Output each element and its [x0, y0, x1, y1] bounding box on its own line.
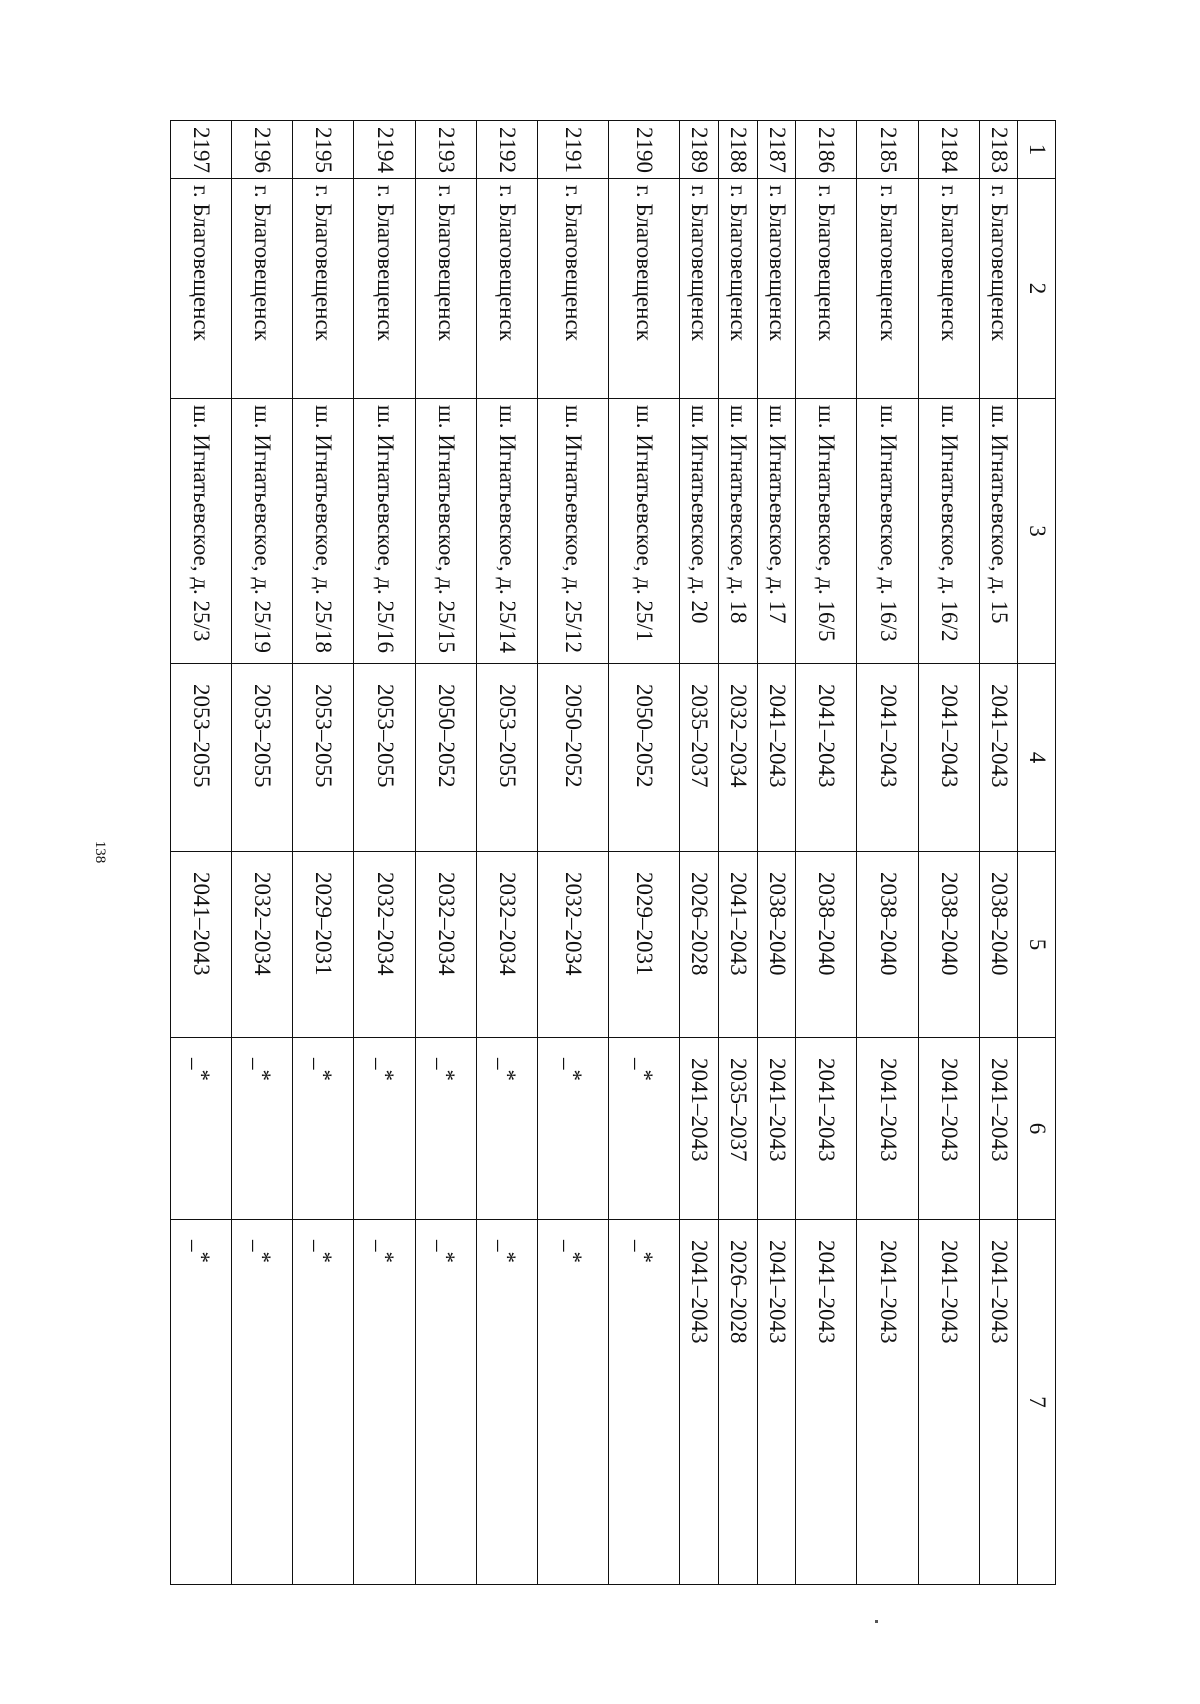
table-cell-col-4: 2053–2055 — [354, 664, 415, 852]
table-cell-col-6: 2041–2043 — [796, 1038, 857, 1220]
table-row — [757, 121, 796, 1585]
table-row — [293, 121, 354, 1585]
schedule-table-container — [170, 120, 1056, 1584]
table-row — [171, 121, 232, 1585]
table-cell-col-4: 2053–2055 — [293, 664, 354, 852]
table-cell-col-5: 2032–2034 — [232, 852, 293, 1038]
table-cell-col-1: 2195 — [293, 121, 354, 179]
table-cell-col-2: г. Благовещенск — [354, 179, 415, 399]
table-cell-col-5: 2029–2031 — [609, 852, 680, 1038]
page-number: 138 — [92, 840, 108, 864]
header-cell: 4 — [1018, 664, 1056, 852]
table-cell-col-5: 2032–2034 — [354, 852, 415, 1038]
table-cell-col-3: ш. Игнатьевское, д. 25/3 — [171, 399, 232, 664]
table-cell-col-7: _* — [476, 1220, 537, 1585]
schedule-table — [170, 120, 1056, 1585]
table-cell-col-2: г. Благовещенск — [171, 179, 232, 399]
table-cell-col-6: 2041–2043 — [918, 1038, 979, 1220]
table-cell-col-1: 2197 — [171, 121, 232, 179]
table-cell-col-2: г. Благовещенск — [796, 179, 857, 399]
table-row — [415, 121, 476, 1585]
table-cell-col-1: 2187 — [757, 121, 796, 179]
table-cell-col-2: г. Благовещенск — [232, 179, 293, 399]
table-cell-col-6: 2041–2043 — [979, 1038, 1018, 1220]
table-row — [680, 121, 719, 1585]
table-cell-col-1: 2196 — [232, 121, 293, 179]
table-cell-col-6: _* — [476, 1038, 537, 1220]
table-cell-col-4: 2050–2052 — [537, 664, 608, 852]
table-cell-col-1: 2186 — [796, 121, 857, 179]
table-cell-col-7: _* — [171, 1220, 232, 1585]
table-cell-col-3: ш. Игнатьевское, д. 16/3 — [857, 399, 918, 664]
table-cell-col-7: _* — [293, 1220, 354, 1585]
table-cell-col-2: г. Благовещенск — [609, 179, 680, 399]
table-cell-col-6: _* — [171, 1038, 232, 1220]
table-cell-col-5: 2029–2031 — [293, 852, 354, 1038]
table-row — [718, 121, 757, 1585]
header-cell: 5 — [1018, 852, 1056, 1038]
table-cell-col-7: _* — [609, 1220, 680, 1585]
table-cell-col-5: 2041–2043 — [718, 852, 757, 1038]
table-cell-col-3: ш. Игнатьевское, д. 25/12 — [537, 399, 608, 664]
table-cell-col-6: 2041–2043 — [680, 1038, 719, 1220]
table-row — [354, 121, 415, 1585]
table-cell-col-3: ш. Игнатьевское, д. 18 — [718, 399, 757, 664]
header-cell: 3 — [1018, 399, 1056, 664]
table-cell-col-3: ш. Игнатьевское, д. 25/14 — [476, 399, 537, 664]
table-cell-col-5: 2041–2043 — [171, 852, 232, 1038]
table-cell-col-2: г. Благовещенск — [757, 179, 796, 399]
table-row — [796, 121, 857, 1585]
table-cell-col-5: 2032–2034 — [415, 852, 476, 1038]
table-cell-col-2: г. Благовещенск — [415, 179, 476, 399]
table-cell-col-3: ш. Игнатьевское, д. 25/1 — [609, 399, 680, 664]
table-row — [537, 121, 608, 1585]
table-cell-col-5: 2038–2040 — [857, 852, 918, 1038]
table-row — [918, 121, 979, 1585]
table-cell-col-4: 2050–2052 — [415, 664, 476, 852]
table-cell-col-4: 2035–2037 — [680, 664, 719, 852]
table-cell-col-6: _* — [415, 1038, 476, 1220]
table-cell-col-5: 2032–2034 — [476, 852, 537, 1038]
table-cell-col-7: _* — [537, 1220, 608, 1585]
table-header-row — [1018, 121, 1056, 1585]
table-cell-col-6: 2035–2037 — [718, 1038, 757, 1220]
header-cell: 7 — [1018, 1220, 1056, 1585]
table-cell-col-6: _* — [609, 1038, 680, 1220]
table-cell-col-2: г. Благовещенск — [718, 179, 757, 399]
table-cell-col-3: ш. Игнатьевское, д. 17 — [757, 399, 796, 664]
table-cell-col-7: _* — [354, 1220, 415, 1585]
table-cell-col-4: 2050–2052 — [609, 664, 680, 852]
header-cell: 2 — [1018, 179, 1056, 399]
table-cell-col-1: 2194 — [354, 121, 415, 179]
table-cell-col-4: 2053–2055 — [476, 664, 537, 852]
table-cell-col-7: _* — [232, 1220, 293, 1585]
table-cell-col-4: 2041–2043 — [796, 664, 857, 852]
table-cell-col-7: 2041–2043 — [918, 1220, 979, 1585]
table-cell-col-1: 2188 — [718, 121, 757, 179]
table-cell-col-3: ш. Игнатьевское, д. 25/18 — [293, 399, 354, 664]
table-cell-col-3: ш. Игнатьевское, д. 25/15 — [415, 399, 476, 664]
table-row — [857, 121, 918, 1585]
table-cell-col-4: 2041–2043 — [979, 664, 1018, 852]
table-cell-col-3: ш. Игнатьевское, д. 16/5 — [796, 399, 857, 664]
table-cell-col-1: 2193 — [415, 121, 476, 179]
table-cell-col-7: 2026–2028 — [718, 1220, 757, 1585]
table-cell-col-6: _* — [232, 1038, 293, 1220]
table-cell-col-3: ш. Игнатьевское, д. 15 — [979, 399, 1018, 664]
table-cell-col-5: 2038–2040 — [918, 852, 979, 1038]
table-cell-col-2: г. Благовещенск — [979, 179, 1018, 399]
scan-dot — [875, 1620, 878, 1623]
table-cell-col-7: 2041–2043 — [757, 1220, 796, 1585]
table-cell-col-5: 2038–2040 — [979, 852, 1018, 1038]
table-cell-col-1: 2189 — [680, 121, 719, 179]
table-cell-col-1: 2190 — [609, 121, 680, 179]
table-cell-col-6: _* — [537, 1038, 608, 1220]
table-cell-col-6: _* — [354, 1038, 415, 1220]
table-cell-col-2: г. Благовещенск — [476, 179, 537, 399]
table-row — [476, 121, 537, 1585]
table-row — [979, 121, 1018, 1585]
table-cell-col-4: 2053–2055 — [171, 664, 232, 852]
table-cell-col-2: г. Благовещенск — [293, 179, 354, 399]
header-cell: 6 — [1018, 1038, 1056, 1220]
table-cell-col-3: ш. Игнатьевское, д. 25/16 — [354, 399, 415, 664]
table-cell-col-6: _* — [293, 1038, 354, 1220]
table-cell-col-2: г. Благовещенск — [537, 179, 608, 399]
table-cell-col-7: 2041–2043 — [979, 1220, 1018, 1585]
table-cell-col-1: 2192 — [476, 121, 537, 179]
table-cell-col-2: г. Благовещенск — [680, 179, 719, 399]
table-cell-col-4: 2053–2055 — [232, 664, 293, 852]
table-cell-col-3: ш. Игнатьевское, д. 20 — [680, 399, 719, 664]
table-cell-col-5: 2038–2040 — [796, 852, 857, 1038]
table-cell-col-7: _* — [415, 1220, 476, 1585]
table-cell-col-1: 2185 — [857, 121, 918, 179]
table-row — [232, 121, 293, 1585]
table-cell-col-5: 2032–2034 — [537, 852, 608, 1038]
header-cell: 1 — [1018, 121, 1056, 179]
table-cell-col-1: 2183 — [979, 121, 1018, 179]
table-cell-col-6: 2041–2043 — [757, 1038, 796, 1220]
table-cell-col-3: ш. Игнатьевское, д. 16/2 — [918, 399, 979, 664]
table-cell-col-5: 2026–2028 — [680, 852, 719, 1038]
table-cell-col-4: 2041–2043 — [857, 664, 918, 852]
table-cell-col-2: г. Благовещенск — [918, 179, 979, 399]
table-cell-col-4: 2041–2043 — [757, 664, 796, 852]
table-cell-col-2: г. Благовещенск — [857, 179, 918, 399]
table-cell-col-6: 2041–2043 — [857, 1038, 918, 1220]
table-cell-col-7: 2041–2043 — [796, 1220, 857, 1585]
table-cell-col-1: 2184 — [918, 121, 979, 179]
table-cell-col-1: 2191 — [537, 121, 608, 179]
table-cell-col-5: 2038–2040 — [757, 852, 796, 1038]
table-row — [609, 121, 680, 1585]
table-cell-col-3: ш. Игнатьевское, д. 25/19 — [232, 399, 293, 664]
table-cell-col-7: 2041–2043 — [680, 1220, 719, 1585]
table-cell-col-7: 2041–2043 — [857, 1220, 918, 1585]
table-cell-col-4: 2041–2043 — [918, 664, 979, 852]
table-cell-col-4: 2032–2034 — [718, 664, 757, 852]
